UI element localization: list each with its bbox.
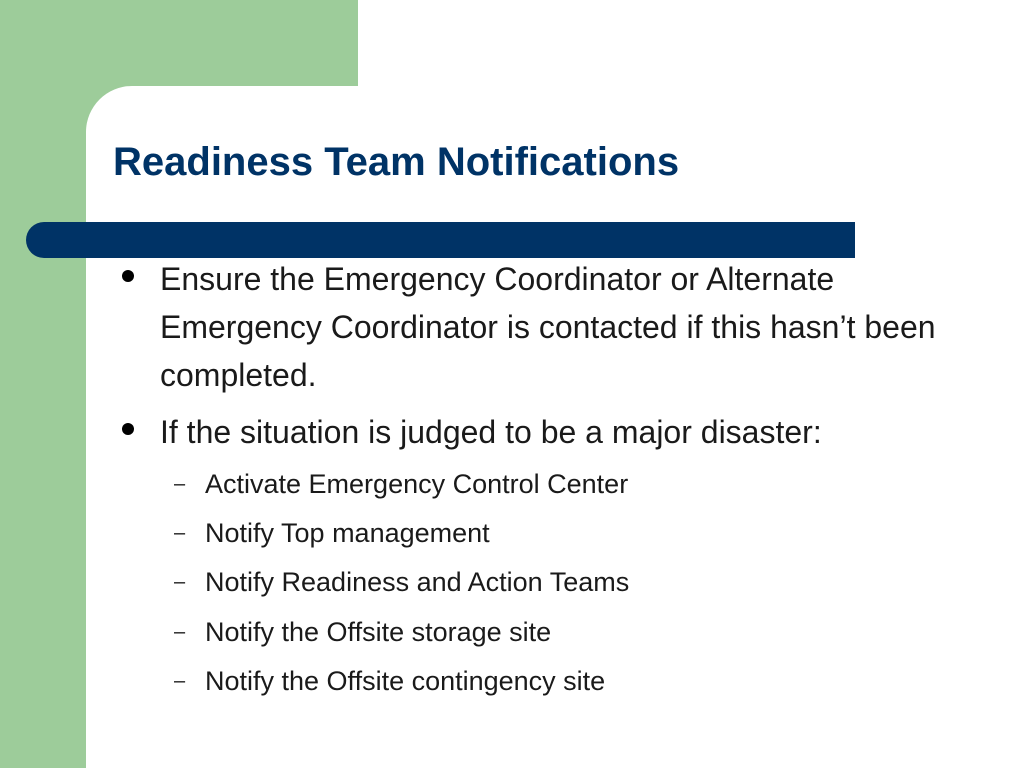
bullet-text: If the situation is judged to be a major disaster: xyxy=(160,414,822,450)
bullet-dot-icon xyxy=(122,270,134,282)
bullet-item xyxy=(122,408,1002,456)
sub-bullet-item xyxy=(174,663,605,699)
sub-bullet-item xyxy=(174,614,551,650)
slide-title: Readiness Team Notifications xyxy=(113,140,680,184)
sub-bullet-item xyxy=(174,466,628,502)
sub-bullet-item xyxy=(174,564,629,600)
bullet-item xyxy=(122,255,1002,399)
sub-bullet-text: Activate Emergency Control Center xyxy=(205,469,629,499)
bullet-text: Ensure the Emergency Coordinator or Alternate Emergency Coordinator is contacted if this hasn’t been completed. xyxy=(160,261,936,393)
bullet-dot-icon xyxy=(122,423,134,435)
sub-bullet-text: Notify the Offsite contingency site xyxy=(205,666,606,696)
dash-marker: – xyxy=(174,621,186,643)
sub-bullet-text: Notify the Offsite storage site xyxy=(205,617,552,647)
title-underline-bar xyxy=(26,222,855,258)
sub-bullet-text: Notify Readiness and Action Teams xyxy=(205,567,630,597)
dash-marker: – xyxy=(174,571,186,593)
dash-marker: – xyxy=(174,473,186,495)
dash-marker: – xyxy=(174,670,186,692)
dash-marker: – xyxy=(174,522,186,544)
sub-bullet-item xyxy=(174,515,490,551)
sub-bullet-text: Notify Top management xyxy=(205,518,490,548)
